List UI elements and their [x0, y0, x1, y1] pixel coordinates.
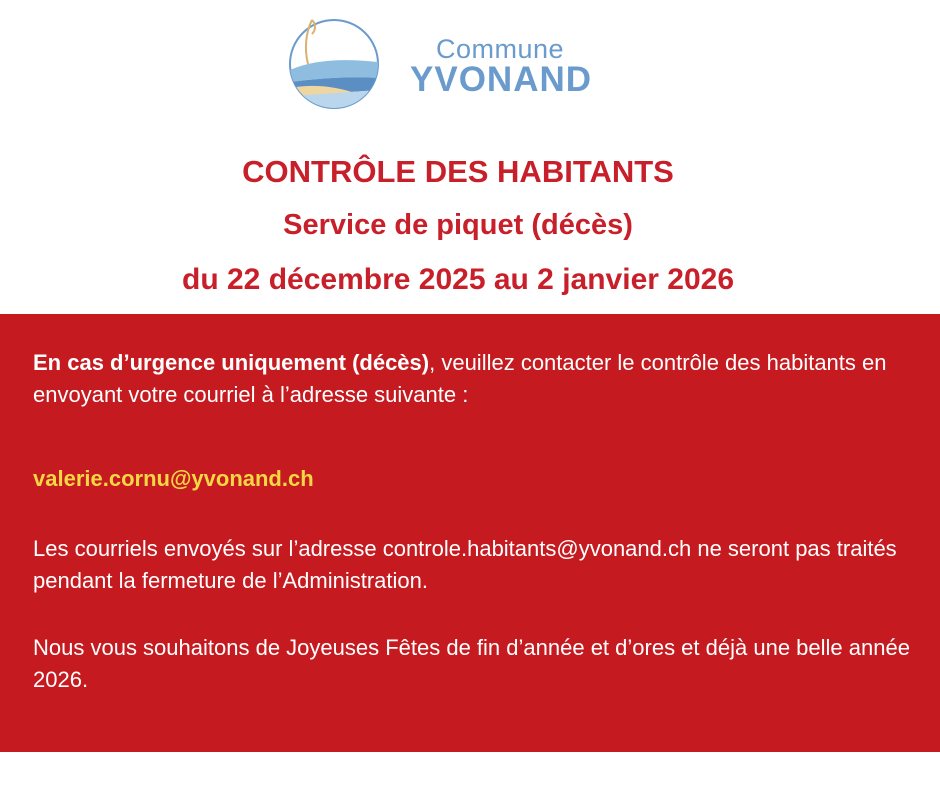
notice-panel [0, 314, 940, 752]
closure-paragraph: Les courriels envoyés sur l’adresse controle.habitants@yvonand.ch ne seront pas traités pendant la fermeture de l’Administration. [33, 536, 897, 593]
page-subtitle: Service de piquet (décès) [283, 209, 633, 241]
greetings-paragraph: Nous vous souhaitons de Joyeuses Fêtes de fin d’année et d’ores et déjà une belle année 2026. [33, 635, 910, 692]
urgency-strong: En cas d’urgence uniquement (décès) [33, 350, 430, 375]
contact-email[interactable]: valerie.cornu@yvonand.ch [33, 466, 314, 491]
urgency-text: , veuillez contacter le contrôle des habitants en envoyant votre courriel à l’adresse suivante : [33, 350, 887, 407]
urgency-paragraph [33, 347, 913, 411]
lake-logo-icon [282, 8, 386, 112]
logo-yvonand-text: YVONAND [410, 60, 593, 99]
commune-logo [282, 8, 622, 112]
page-title: CONTRÔLE DES HABITANTS [242, 154, 674, 189]
date-range: du 22 décembre 2025 au 2 janvier 2026 [182, 263, 734, 296]
logo-commune-text: Commune [436, 34, 565, 64]
